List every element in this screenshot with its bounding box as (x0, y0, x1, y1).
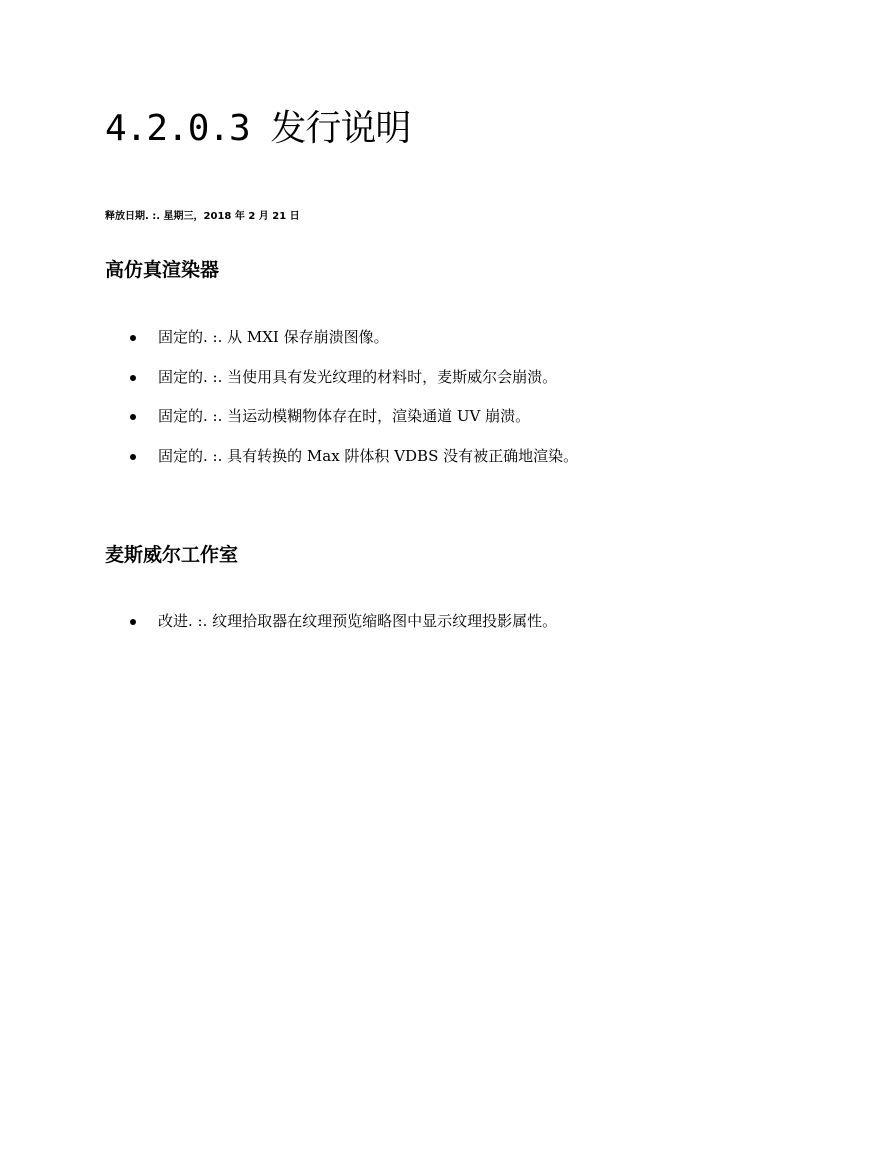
list-item-text: 固定的. :. 当使用具有发光纹理的材料时，麦斯威尔会崩溃。 (158, 367, 558, 386)
list-item-text: 固定的. :. 从 MXI 保存崩溃图像。 (158, 328, 389, 346)
bullet-icon (130, 414, 136, 420)
list-item-text: 固定的. :. 具有转换的 Max 阱体积 VDBS 没有被正确地渲染。 (158, 446, 579, 465)
list-item-text: 固定的. :. 当运动模糊物体存在时，渲染通道 UV 崩溃。 (158, 407, 531, 426)
list-item-text: 改进. :. 纹理拾取器在纹理预览缩略图中显示纹理投影属性。 (158, 612, 558, 630)
bullet-icon (130, 375, 136, 381)
bullet-icon (130, 619, 136, 625)
section-heading-studio: 麦斯威尔工作室 (105, 544, 239, 566)
page-title: 4.2.0.3 发行说明 (105, 108, 411, 149)
bullet-icon (130, 335, 136, 341)
bullet-icon (130, 454, 136, 460)
release-date: 释放日期. :. 星期三，2018 年 2 月 21 日 (105, 211, 300, 222)
section-heading-renderer: 高仿真渲染器 (105, 259, 220, 281)
